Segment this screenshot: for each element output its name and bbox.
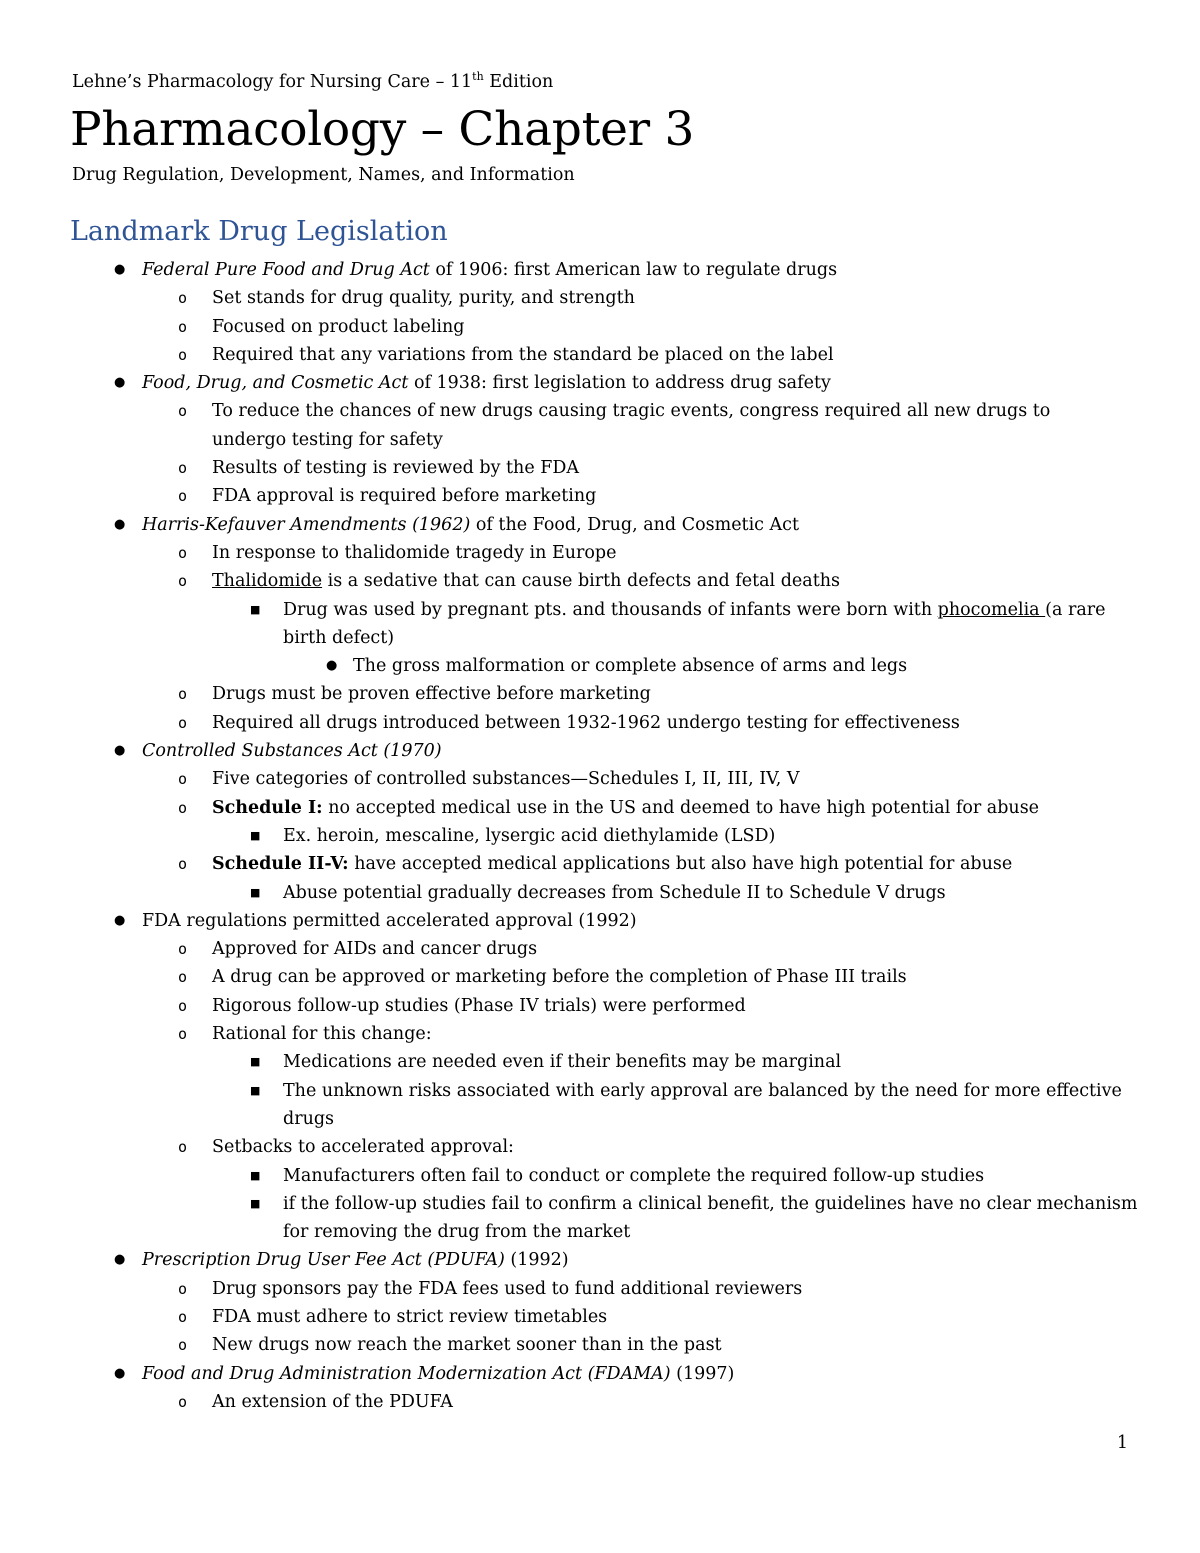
bullet-icon: o [178,1279,188,1298]
list-item [0,1303,1200,1331]
bullet-icon: o [178,685,188,704]
bullet-icon: ■ [250,1083,261,1097]
list-item-text: (1992) [504,1250,569,1271]
list-item-text: of 1938: first legislation to address drug safety [408,373,831,394]
list-item [0,850,1200,878]
list-item [0,1162,1200,1190]
list-item [0,1275,1200,1303]
list-item [0,482,1200,510]
list-item [0,1190,1200,1247]
list-item [0,341,1200,369]
list-item [0,539,1200,567]
book-title-text: Lehne’s Pharmacology for Nursing Care – 11 [72,72,473,92]
bullet-icon: o [178,1025,188,1044]
bullet-icon: o [178,317,188,336]
list-item [0,1020,1200,1048]
list-item [0,369,1200,397]
list-item-text: A drug can be approved or marketing before the completion of Phase III trails [212,967,907,988]
bullet-icon: o [178,713,188,732]
list-item-text: FDA regulations permitted accelerated approval (1992) [142,910,637,931]
list-item-text: Focused on product labeling [212,316,465,337]
list-item [0,567,1200,595]
bold-term: Schedule II-V: [212,854,349,875]
bullet-icon: o [178,1138,188,1157]
list-item-text: The gross malformation or complete absence of arms and legs [353,656,908,677]
page-subtitle: Drug Regulation, Development, Names, and Information [72,165,575,185]
list-item-text: Manufacturers often fail to conduct or complete the required follow-up studies [283,1165,985,1186]
act-name: Food and Drug Administration Modernization Act (FDAMA) [142,1363,671,1384]
list-item [0,737,1200,765]
bullet-icon: o [178,1336,188,1355]
list-item [0,1133,1200,1161]
bullet-icon: o [178,345,188,364]
bullet-icon: ● [114,743,126,759]
list-item-text: Abuse potential gradually decreases from Schedule II to Schedule V drugs [283,882,946,903]
bullet-icon: ● [326,658,338,674]
list-item [0,992,1200,1020]
list-item [0,1048,1200,1076]
list-item [0,313,1200,341]
list-item [0,256,1200,284]
list-item [0,284,1200,312]
list-item [0,963,1200,991]
list-item-text: of 1906: first American law to regulate drugs [429,260,838,280]
bullet-icon: o [178,770,188,789]
list-item-text: if the follow-up studies fail to confirm a clinical benefit, the guidelines have no clear mechanism for removing the drug from the market [283,1193,1138,1243]
bullet-icon: ■ [250,602,261,616]
list-item-text: is a sedative that can cause birth defects and fetal deaths [322,571,840,592]
list-item [0,680,1200,708]
bold-term: Schedule I: [212,797,323,818]
bullet-icon: ■ [250,885,261,899]
list-item-text: (1997) [670,1363,735,1384]
bullet-icon: o [178,289,188,308]
list-item-text: Setbacks to accelerated approval: [212,1137,514,1158]
list-item-text: FDA must adhere to strict review timetables [212,1306,608,1327]
list-item-text: Five categories of controlled substances—Schedules I, II, III, IV, V [212,769,800,790]
list-item [0,454,1200,482]
bullet-icon: ■ [250,828,261,842]
list-item-text: Required all drugs introduced between 1932-1962 undergo testing for effectiveness [212,712,960,733]
act-name: Food, Drug, and Cosmetic Act [142,373,409,394]
bullet-icon: ■ [250,1196,261,1210]
page-number: 1 [1116,1433,1128,1453]
list-item-text: have accepted medical applications but also have high potential for abuse [348,854,1013,875]
list-item-text: Required that any variations from the standard be placed on the label [212,344,834,365]
list-item-text: To reduce the chances of new drugs causing tragic events, congress required all new drugs to undergo testing for safety [212,401,1051,450]
bullet-icon: ● [114,1252,126,1268]
bullet-icon: o [178,940,188,959]
list-item [0,794,1200,822]
underlined-term: phocomelia [937,599,1046,620]
bullet-icon: o [178,459,188,478]
list-item [0,652,1200,680]
act-name: Controlled Substances Act (1970) [142,741,442,762]
bullet-icon: o [178,572,188,591]
list-item-text: In response to thalidomide tragedy in Europe [212,542,617,563]
act-name: Prescription Drug User Fee Act (PDUFA) [142,1250,505,1271]
list-item-text: (a rare birth defect) [283,599,1106,648]
bullet-icon: o [178,798,188,817]
act-name: Federal Pure Food and Drug Act [142,260,430,280]
list-item [0,1246,1200,1274]
list-item-text: Medications are needed even if their benefits may be marginal [283,1052,842,1073]
bullet-icon: ● [114,1365,126,1381]
section-heading: Landmark Drug Legislation [70,216,448,247]
bullet-icon: o [178,968,188,987]
bullet-icon: ● [114,262,126,277]
bullet-icon: ■ [250,1168,261,1182]
bullet-icon: o [178,1307,188,1326]
page-title: Pharmacology – Chapter 3 [70,102,695,157]
list-item [0,765,1200,793]
list-item [0,1360,1200,1388]
list-item-text: An extension of the PDUFA [212,1391,453,1412]
list-item-text: Ex. heroin, mescaline, lysergic acid diethylamide (LSD) [283,825,776,846]
list-item-text: Drug was used by pregnant pts. and thousands of infants were born with [283,599,938,620]
list-item [0,822,1200,850]
list-item [0,907,1200,935]
underlined-term: Thalidomide [212,571,323,592]
list-item [0,1388,1200,1416]
list-item [0,709,1200,737]
bullet-icon: ■ [250,1055,261,1069]
list-item-text: Rational for this change: [212,1024,432,1045]
list-item-text: no accepted medical use in the US and deemed to have high potential for abuse [322,797,1040,818]
book-title [72,72,553,92]
list-item [0,1331,1200,1359]
list-item [0,596,1200,653]
list-item-text: FDA approval is required before marketing [212,486,597,507]
list-item-text: Approved for AIDs and cancer drugs [212,939,538,960]
list-item-text: Results of testing is reviewed by the FDA [212,458,580,479]
list-item-text: The unknown risks associated with early approval are balanced by the need for more effective drugs [283,1080,1122,1129]
edition-superscript: th [472,70,484,84]
bullet-icon: o [178,855,188,874]
list-item [0,397,1200,454]
list-item-text: Drugs must be proven effective before marketing [212,684,651,705]
list-item [0,511,1200,539]
list-item-text: Set stands for drug quality, purity, and strength [212,288,635,309]
bullet-icon: o [178,543,188,562]
list-item-text: Drug sponsors pay the FDA fees used to fund additional reviewers [212,1278,803,1299]
bullet-icon: o [178,1392,188,1411]
bullet-icon: o [178,996,188,1015]
list-item [0,879,1200,907]
legislation-list [0,256,1200,1416]
list-item-text: Rigorous follow-up studies (Phase IV trials) were performed [212,995,746,1016]
list-item [0,935,1200,963]
bullet-icon: ● [114,912,126,928]
bullet-icon: ● [114,375,126,391]
book-title-edition: Edition [483,72,554,92]
list-item-text: of the Food, Drug, and Cosmetic Act [470,514,800,535]
bullet-icon: o [178,402,188,421]
bullet-icon: ● [114,516,126,532]
bullet-icon: o [178,487,188,506]
list-item [0,1077,1200,1134]
act-name: Harris-Kefauver Amendments (1962) [142,514,471,535]
list-item-text: New drugs now reach the market sooner than in the past [212,1335,722,1356]
